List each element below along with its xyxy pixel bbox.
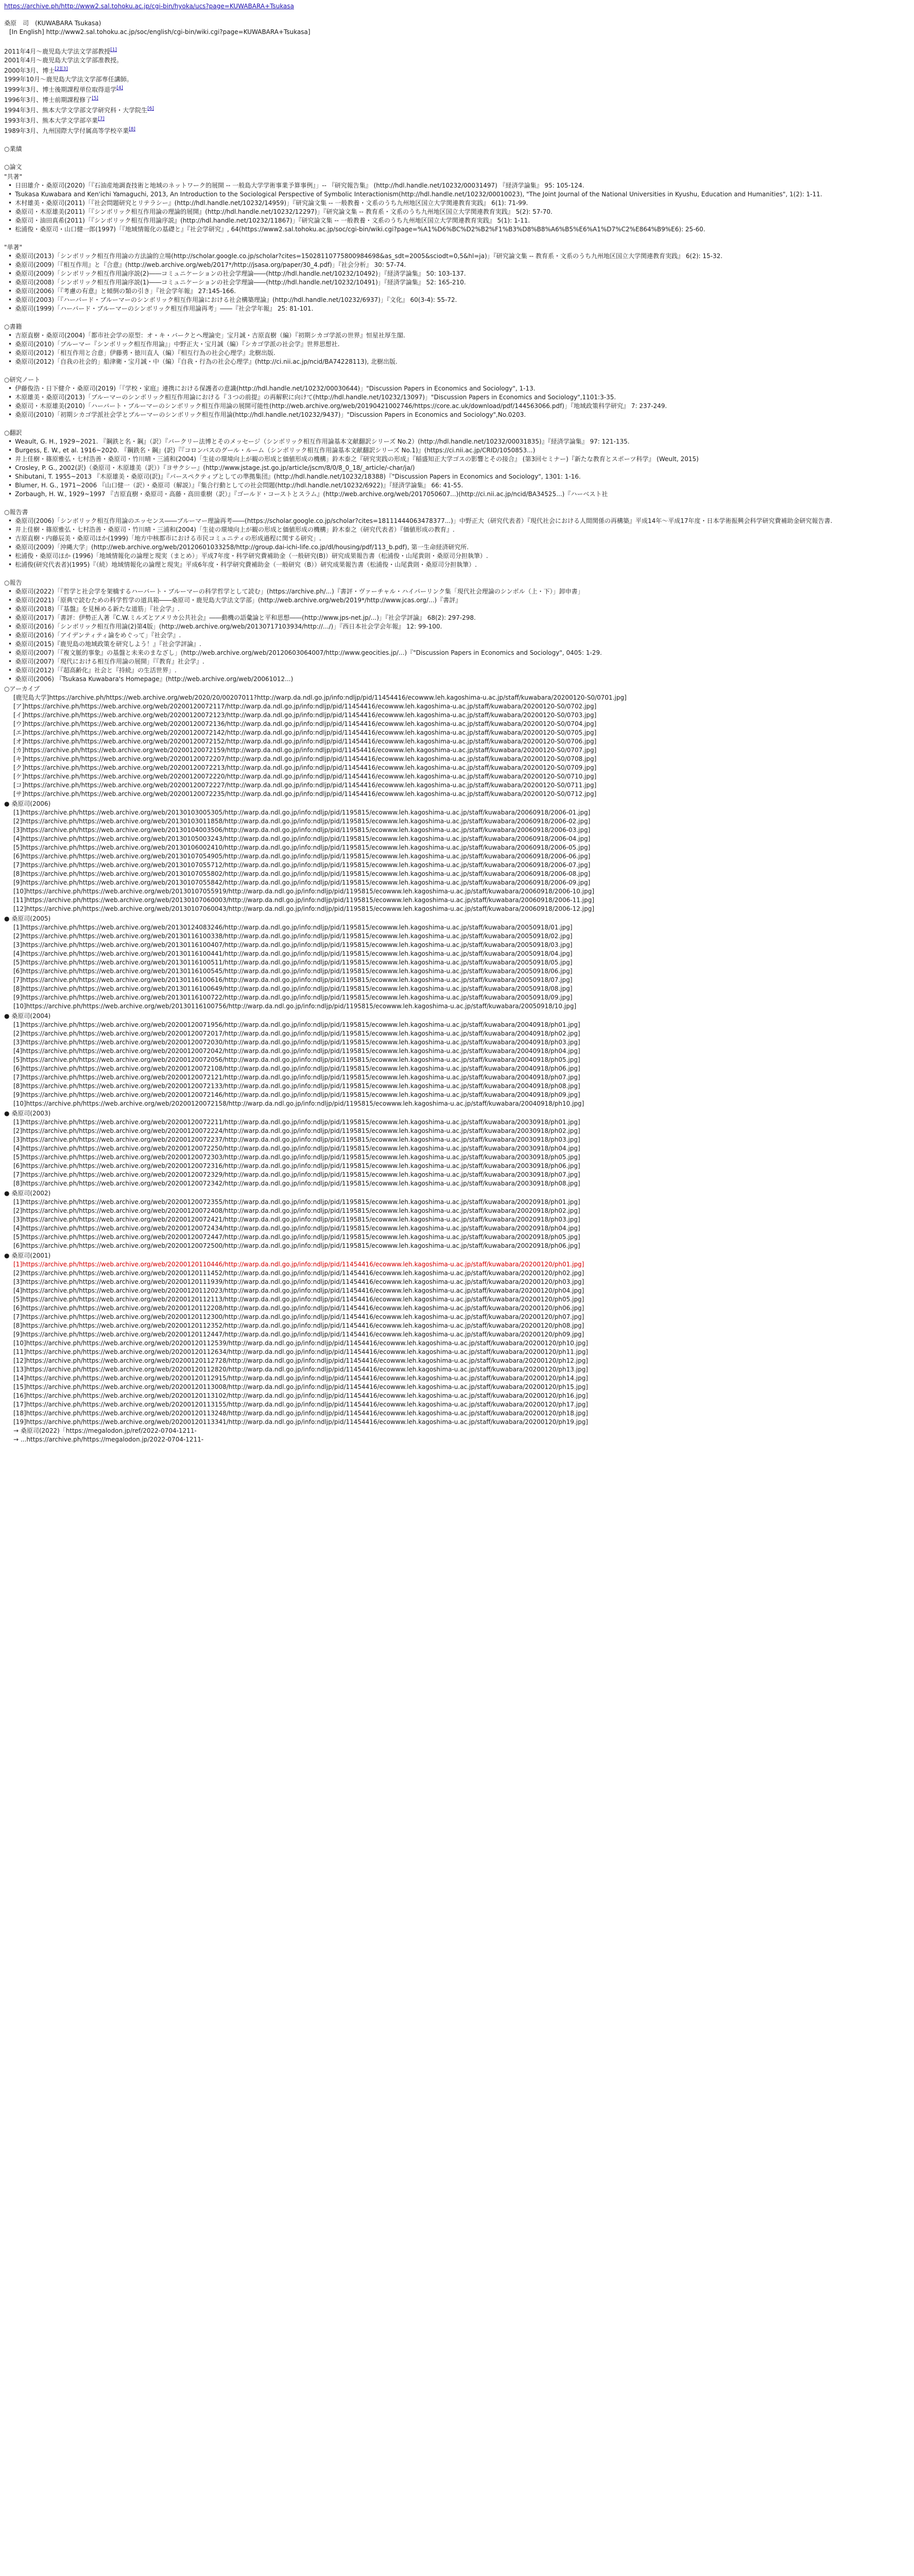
archive-link[interactable]: [ア]https://archive.ph/https://web.archive.org/web/20200120072117/http://warp.da.ndl.go.jp/info:ndljp/pid/11454416/ecowww.leh.kagoshima-u.ac.jp/staff/kuwabara/20200120-S0/0702.jpg] <box>13 703 597 710</box>
section-tanchyo: "単著" <box>4 244 23 251</box>
archive-link[interactable]: [4]https://archive.ph/https://web.archive.org/web/20200120072250/http://warp.da.ndl.go.jp/info:ndljp/pid/1195815/ecowww.leh.kagoshima-u.ac.jp/staff/kuwabara/20030918/ph04.jpg] <box>13 1145 580 1152</box>
archive-link[interactable]: [ウ]https://archive.ph/https://web.archive.org/web/20200120072136/http://warp.da.ndl.go.jp/info:ndljp/pid/11454416/ecowww.leh.kagoshima-u.ac.jp/staff/kuwabara/20200120-S0/0704.jpg] <box>13 720 597 727</box>
career-item <box>4 56 910 65</box>
archive-link[interactable]: [18]https://archive.ph/https://web.archive.org/web/20200120113248/http://warp.da.ndl.go.jp/info:ndljp/pid/11454416/ecowww.leh.kagoshima-u.ac.jp/staff/kuwabara/20200120/ph18.jpg] <box>13 1410 588 1417</box>
translation-item: • Shibutani, T. 1955~2013 『木原雄美・桑原司(訳)』『パースペクティブとしての準拠集団』(http://hdl.handle.net/10232/18388)『"Discussion Papers in Economics and Sociology", 1301: 1-16. <box>13 472 910 481</box>
kenkyu-note-list <box>4 384 910 419</box>
research-note-item: • 桑原司・木原雄美(2010)「ハーバート・ブルーマーのシンボリック相互作用論の展開可能性(http://web.archive.org/web/20190421002746/https://core.ac.uk/download/pdf/144563066.pdf)」『地域政策科学研究』 7: 237-249. <box>13 402 910 411</box>
publication-item: • 桑原司(2008)「シンボリック相互作用論序説(1)――コミュニケーションの社会学理論――(http://hdl.handle.net/10232/10491)」『経済学論集』 52: 165-210. <box>13 278 910 287</box>
publication-item: • 桑原司(2009)「シンボリック相互作用論序説(2)――コミュニケーションの社会学理論――(http://hdl.handle.net/10232/10492)」『経済学論集』 50: 103-137. <box>13 269 910 278</box>
archive-link[interactable]: [1]https://archive.ph/https://web.archive.org/web/20200120072211/http://warp.da.ndl.go.jp/info:ndljp/pid/1195815/ecowww.leh.kagoshima-u.ac.jp/staff/kuwabara/20030918/ph01.jpg] <box>13 1118 580 1126</box>
section-kenkyu-note: ○研究ノート <box>4 376 41 383</box>
archive-link[interactable]: [7]https://archive.ph/https://web.archive.org/web/20130107055712/http://warp.da.ndl.go.jp/info:ndljp/pid/1195815/ecowww.leh.kagoshima-u.ac.jp/staff/kuwabara/20060918/2006-07.jpg] <box>13 861 591 869</box>
footer-lines <box>4 1427 910 1444</box>
archive-list-1 <box>4 693 910 799</box>
career-item <box>4 65 910 75</box>
translation-item: • Zorbaugh, H. W., 1929~1997 『吉原直樹・桑原司・高藤・高田重樹（訳）』『ゴールド・コーストとスラム』(http://web.archive.org/web/2017050607...)(http://ci.nii.ac.jp/ncid/BA34525...)『ハーベスト社 <box>13 490 910 499</box>
archive-link[interactable]: [8]https://archive.ph/https://web.archive.org/web/20130116100649/http://warp.da.ndl.go.jp/info:ndljp/pid/1195815/ecowww.leh.kagoshima-u.ac.jp/staff/kuwabara/20050918/08.jpg] <box>13 985 573 992</box>
archive-link[interactable]: [5]https://archive.ph/https://web.archive.org/web/20200120072303/http://warp.da.ndl.go.jp/info:ndljp/pid/1195815/ecowww.leh.kagoshima-u.ac.jp/staff/kuwabara/20030918/ph05.jpg] <box>13 1154 580 1161</box>
archive-2004-header: ● 桑原司(2004) <box>4 1012 51 1020</box>
archive-link[interactable]: [19]https://archive.ph/https://web.archive.org/web/20200120113341/http://warp.da.ndl.go.jp/info:ndljp/pid/11454416/ecowww.leh.kagoshima-u.ac.jp/staff/kuwabara/20200120/ph19.jpg] <box>13 1418 588 1426</box>
archive-link[interactable]: [2]https://archive.ph/https://web.archive.org/web/20200120111452/http://warp.da.ndl.go.jp/info:ndljp/pid/11454416/ecowww.leh.kagoshima-u.ac.jp/staff/kuwabara/20200120/ph02.jpg] <box>13 1269 584 1277</box>
english-page-link[interactable]: [In English] http://www2.sal.tohoku.ac.jp/soc/english/cgi-bin/wiki.cgi?page=KUWABARA+Tsukasa] <box>9 28 311 36</box>
footnote-ref-link[interactable]: [5] <box>92 96 98 101</box>
archive-link[interactable]: [9]https://archive.ph/https://web.archive.org/web/20200120072146/http://warp.da.ndl.go.jp/info:ndljp/pid/1195815/ecowww.leh.kagoshima-u.ac.jp/staff/kuwabara/20040918/ph09.jpg] <box>13 1091 580 1098</box>
publication-item: • Tsukasa Kuwabara and Ken'ichi Yamaguchi, 2013, An Introduction to the Sociological Perspective of Symbolic Interactionism(http://hdl.handle.net/10232/00010023), "The Joint Journal of the National Universities in Kyushu, Education and Humanities", 1(2): 1-11. <box>13 190 910 199</box>
archive-link[interactable]: [15]https://archive.ph/https://web.archive.org/web/20200120113008/http://warp.da.ndl.go.jp/info:ndljp/pid/11454416/ecowww.leh.kagoshima-u.ac.jp/staff/kuwabara/20200120/ph15.jpg] <box>13 1383 588 1391</box>
archive-link[interactable]: [ク]https://archive.ph/https://web.archive.org/web/20200120072213/http://warp.da.ndl.go.jp/info:ndljp/pid/11454416/ecowww.leh.kagoshima-u.ac.jp/staff/kuwabara/20200120-S0/0709.jpg] <box>13 764 597 771</box>
misc-item: • 桑原司(2006) 『Tsukasa Kuwabara's Homepage』(http://web.archive.org/web/20061012...) <box>13 675 910 684</box>
archive-link[interactable]: [9]https://archive.ph/https://web.archive.org/web/20130116100722/http://warp.da.ndl.go.jp/info:ndljp/pid/1195815/ecowww.leh.kagoshima-u.ac.jp/staff/kuwabara/20050918/09.jpg] <box>13 994 573 1001</box>
section-sonota: ○報告書 <box>4 509 28 516</box>
archive-link[interactable]: [4]https://archive.ph/https://web.archive.org/web/20200120112023/http://warp.da.ndl.go.jp/info:ndljp/pid/11454416/ecowww.leh.kagoshima-u.ac.jp/staff/kuwabara/20200120/ph04.jpg] <box>13 1287 584 1294</box>
ronbun-tanchyo-list <box>4 252 910 313</box>
archive-link[interactable]: [3]https://archive.ph/https://web.archive.org/web/20200120111939/http://warp.da.ndl.go.jp/info:ndljp/pid/11454416/ecowww.leh.kagoshima-u.ac.jp/staff/kuwabara/20200120/ph03.jpg] <box>13 1278 584 1285</box>
footnote-ref-link[interactable]: [1] <box>110 47 117 53</box>
footnote-ref-link[interactable]: [8] <box>129 127 135 132</box>
misc-item: • 桑原司(2017)「書評：伊勢正人著『C.W.ミルズとアメリカ公共社会』――動機の語彙論と平和思想――(http://www.jps-net.jp/...)」『社会学評論』 68(2): 297-298. <box>13 614 910 622</box>
archive-list-2004 <box>4 1021 910 1108</box>
archive-link[interactable]: [7]https://archive.ph/https://web.archive.org/web/20130116100616/http://warp.da.ndl.go.jp/info:ndljp/pid/1195815/ecowww.leh.kagoshima-u.ac.jp/staff/kuwabara/20050918/07.jpg] <box>13 976 573 984</box>
section-archive: ○アーカイブ <box>4 685 40 692</box>
archive-link[interactable]: [イ]https://archive.ph/https://web.archive.org/web/20200120072123/http://warp.da.ndl.go.jp/info:ndljp/pid/11454416/ecowww.leh.kagoshima-u.ac.jp/staff/kuwabara/20200120-S0/0703.jpg] <box>13 711 597 719</box>
archive-link[interactable]: [4]https://archive.ph/https://web.archive.org/web/20200120072042/http://warp.da.ndl.go.jp/info:ndljp/pid/1195815/ecowww.leh.kagoshima-u.ac.jp/staff/kuwabara/20040918/ph04.jpg] <box>13 1047 580 1055</box>
archive-link[interactable]: [8]https://archive.ph/https://web.archive.org/web/20200120072133/http://warp.da.ndl.go.jp/info:ndljp/pid/1195815/ecowww.leh.kagoshima-u.ac.jp/staff/kuwabara/20040918/ph08.jpg] <box>13 1082 580 1090</box>
misc-item: • 桑原司(2012)「『超高齢化』社会と『持続』の生活世界」. <box>13 666 910 675</box>
career-item-text: 1999年10月〜鹿児島大学法文学部専任講師。 <box>4 76 133 83</box>
archive-link[interactable]: [6]https://archive.ph/https://web.archive.org/web/20200120072108/http://warp.da.ndl.go.jp/info:ndljp/pid/1195815/ecowww.leh.kagoshima-u.ac.jp/staff/kuwabara/20040918/ph06.jpg] <box>13 1065 580 1072</box>
career-item <box>4 84 910 94</box>
section-honyaku: ○翻訳 <box>4 429 22 436</box>
archive-list-2005 <box>4 923 910 1011</box>
footnote-ref-link[interactable]: [7] <box>98 116 105 122</box>
archive-link[interactable]: [14]https://archive.ph/https://web.archive.org/web/20200120112915/http://warp.da.ndl.go.jp/info:ndljp/pid/11454416/ecowww.leh.kagoshima-u.ac.jp/staff/kuwabara/20200120/ph14.jpg] <box>13 1375 588 1382</box>
publication-item: • 桑原司(2013)「シンボリック相互作用論の方法論的立場(http://scholar.google.co.jp/scholar?cites=15028110775800984698&as_sdt=2005&sciodt=0,5&hl=ja)」『研究論文集 -- 教育系・文系のうち九州地区国立大学関連教育実践』 6(2): 15-32. <box>13 252 910 261</box>
archive-link[interactable]: [3]https://archive.ph/https://web.archive.org/web/20130116100407/http://warp.da.ndl.go.jp/info:ndljp/pid/1195815/ecowww.leh.kagoshima-u.ac.jp/staff/kuwabara/20050918/03.jpg] <box>13 941 573 948</box>
publication-item: • 木村雄美・桑原司(2011)「『社会問題研究とリテラシー』(http://hdl.handle.net/10232/14959)」『研究論文集 -- 一般教養・文系のうち九州地区国立大学関連教育実践』 6(1): 71-99. <box>13 199 910 208</box>
book-item: • 桑原司(2012)「相互作用と合意」伊藤勇・徳川直人（編）『相互行為の社会心理学』北樹出版. <box>13 349 910 358</box>
archive-link[interactable]: [キ]https://archive.ph/https://web.archive.org/web/20200120072207/http://warp.da.ndl.go.jp/info:ndljp/pid/11454416/ecowww.leh.kagoshima-u.ac.jp/staff/kuwabara/20200120-S0/0708.jpg] <box>13 755 597 762</box>
misc-item: • 桑原司(2021)「原典で読むための科学哲学の道具箱――桑原司・鹿児島大学法文学部」(http://web.archive.org/web/2019*/http://www.jcas.org/...)『書評』 <box>13 596 910 605</box>
archive-link[interactable]: [6]https://archive.ph/https://web.archive.org/web/20130107054905/http://warp.da.ndl.go.jp/info:ndljp/pid/1195815/ecowww.leh.kagoshima-u.ac.jp/staff/kuwabara/20060918/2006-06.jpg] <box>13 853 591 860</box>
archive-link[interactable]: [10]https://archive.ph/https://web.archive.org/web/20200120112539/http://warp.da.ndl.go.jp/info:ndljp/pid/11454416/ecowww.leh.kagoshima-u.ac.jp/staff/kuwabara/20200120/ph10.jpg] <box>13 1340 588 1347</box>
archive-link[interactable]: [エ]https://archive.ph/https://web.archive.org/web/20200120072142/http://warp.da.ndl.go.jp/info:ndljp/pid/11454416/ecowww.leh.kagoshima-u.ac.jp/staff/kuwabara/20200120-S0/0705.jpg] <box>13 729 597 736</box>
archive-link[interactable]: [3]https://archive.ph/https://web.archive.org/web/20200120072030/http://warp.da.ndl.go.jp/info:ndljp/pid/1195815/ecowww.leh.kagoshima-u.ac.jp/staff/kuwabara/20040918/ph03.jpg] <box>13 1039 580 1046</box>
archive-link[interactable]: [10]https://archive.ph/https://web.archive.org/web/20200120072158/http://warp.da.ndl.go.jp/info:ndljp/pid/1195815/ecowww.leh.kagoshima-u.ac.jp/staff/kuwabara/20040918/ph10.jpg] <box>13 1100 584 1107</box>
archive-link[interactable]: [6]https://archive.ph/https://web.archive.org/web/20200120112208/http://warp.da.ndl.go.jp/info:ndljp/pid/11454416/ecowww.leh.kagoshima-u.ac.jp/staff/kuwabara/20200120/ph06.jpg] <box>13 1304 584 1312</box>
archive-link[interactable]: [3]https://archive.ph/https://web.archive.org/web/20200120072237/http://warp.da.ndl.go.jp/info:ndljp/pid/1195815/ecowww.leh.kagoshima-u.ac.jp/staff/kuwabara/20030918/ph03.jpg] <box>13 1136 580 1143</box>
archive-2005-header: ● 桑原司(2005) <box>4 915 51 922</box>
archive-link[interactable]: [1]https://archive.ph/https://web.archive.org/web/20200120071956/http://warp.da.ndl.go.jp/info:ndljp/pid/1195815/ecowww.leh.kagoshima-u.ac.jp/staff/kuwabara/20040918/ph01.jpg] <box>13 1021 580 1028</box>
misc-list <box>4 587 910 684</box>
career-item <box>4 125 910 135</box>
archive-link[interactable]: [2]https://archive.ph/https://web.archive.org/web/20200120072017/http://warp.da.ndl.go.jp/info:ndljp/pid/1195815/ecowww.leh.kagoshima-u.ac.jp/staff/kuwabara/20040918/ph02.jpg] <box>13 1030 580 1037</box>
section-shoseki: ○書籍 <box>4 323 22 330</box>
publication-item: • 桑原司・木原雄美(2011)「『シンボリック相互作用論の理論的展開』(http://hdl.handle.net/10232/12297)」『研究論文集 -- 教育系・文系のうち九州地区国立大学関連教育実践』 5(2): 57-70. <box>13 208 910 216</box>
archive-link[interactable]: [1]https://archive.ph/https://web.archive.org/web/20200120072355/http://warp.da.ndl.go.jp/info:ndljp/pid/1195815/ecowww.leh.kagoshima-u.ac.jp/staff/kuwabara/20020918/ph01.jpg] <box>13 1198 580 1206</box>
archive-link[interactable]: [3]https://archive.ph/https://web.archive.org/web/20130104003506/http://warp.da.ndl.go.jp/info:ndljp/pid/1195815/ecowww.leh.kagoshima-u.ac.jp/staff/kuwabara/20060918/2006-03.jpg] <box>13 826 591 834</box>
archive-link[interactable]: [4]https://archive.ph/https://web.archive.org/web/20130116100441/http://warp.da.ndl.go.jp/info:ndljp/pid/1195815/ecowww.leh.kagoshima-u.ac.jp/staff/kuwabara/20050918/04.jpg] <box>13 950 573 957</box>
report-item: • 松浦俊・桑原司ほか (1996)「地域情報化の論理と現実（まとめ）」平成7年度・科学研究費補助金（一般研究(B)）研究成果報告書（松浦俊・山尾貴則・桑原司分担執筆）. <box>13 552 910 561</box>
archive-link[interactable]: [16]https://archive.ph/https://web.archive.org/web/20200120113102/http://warp.da.ndl.go.jp/info:ndljp/pid/11454416/ecowww.leh.kagoshima-u.ac.jp/staff/kuwabara/20200120/ph16.jpg] <box>13 1392 588 1399</box>
archive-link[interactable]: [7]https://archive.ph/https://web.archive.org/web/20200120072329/http://warp.da.ndl.go.jp/info:ndljp/pid/1195815/ecowww.leh.kagoshima-u.ac.jp/staff/kuwabara/20030918/ph07.jpg] <box>13 1171 580 1178</box>
archive-link[interactable]: [8]https://archive.ph/https://web.archive.org/web/20200120072342/http://warp.da.ndl.go.jp/info:ndljp/pid/1195815/ecowww.leh.kagoshima-u.ac.jp/staff/kuwabara/20030918/ph08.jpg] <box>13 1180 580 1187</box>
career-item-text: 1999年3月、博士後期課程単位取得退学 <box>4 86 117 93</box>
publication-item: • 日田雄介・桑原司(2020)「『石油産地調査技術と地域のネットワーク的展開 -- 一般島大学学術事業予算事例』」-- 『研究報告集』 (http://hdl.handle.net/10232/00031497) 『経済学論集』 95: 105-124. <box>13 181 910 190</box>
archive-list-2006 <box>4 808 910 913</box>
archive-link[interactable]: [10]https://archive.ph/https://web.archive.org/web/20130107055919/http://warp.da.ndl.go.jp/info:ndljp/pid/1195815/ecowww.leh.kagoshima-u.ac.jp/staff/kuwabara/20060918/2006-10.jpg] <box>13 888 594 895</box>
translation-item: • Crosley, P. G., 2002(訳)（桑原司・木原雄美（訳））『ヨサクシー』(http://www.jstage.jst.go.jp/article/jscm/8/0/8_0_18/_article/-char/ja/) <box>13 464 910 472</box>
archive-link[interactable]: [鹿児島大学]https://archive.ph/https://web.archive.org/web/2020/20/00207011?http://warp.da.ndl.go.jp/info:ndljp/pid/11454416/ecowww.leh.kagoshima-u.ac.jp/staff/kuwabara/20200120-S0/0701.jpg] <box>13 694 627 701</box>
career-item-text: 1989年3月、九州国際大学付属高等学校卒業 <box>4 127 129 134</box>
profile-name: 桑原 司 (KUWABARA Tsukasa) <box>4 20 101 27</box>
archive-link[interactable]: [9]https://archive.ph/https://web.archive.org/web/20200120112447/http://warp.da.ndl.go.jp/info:ndljp/pid/11454416/ecowww.leh.kagoshima-u.ac.jp/staff/kuwabara/20200120/ph09.jpg] <box>13 1331 584 1338</box>
translation-item: • Burgess, E. W., et al. 1916~2020. 『鋼鉄名・鋼』(訳)『『コロンバスのグール・ルーム（シンボリック相互作用論基本文献翻訳シリーズ No.1)』(https://ci.nii.ac.jp/CRID/1050853...) <box>13 446 910 455</box>
archive-url-link[interactable]: https://archive.ph/http://www2.sal.tohoku.ac.jp/cgi-bin/hyoka/ucs?page=KUWABARA+Tsukasa <box>4 3 295 10</box>
archive-link[interactable]: [5]https://archive.ph/https://web.archive.org/web/20130116100511/http://warp.da.ndl.go.jp/info:ndljp/pid/1195815/ecowww.leh.kagoshima-u.ac.jp/staff/kuwabara/20050918/05.jpg] <box>13 959 573 966</box>
footer-line: → 桑原司(2022)「https://megalodon.jp/ref/2022-0704-1211- <box>13 1427 197 1434</box>
archive-link[interactable]: [5]https://archive.ph/https://web.archive.org/web/20200120112113/http://warp.da.ndl.go.jp/info:ndljp/pid/11454416/ecowww.leh.kagoshima-u.ac.jp/staff/kuwabara/20200120/ph05.jpg] <box>13 1296 584 1303</box>
archive-link[interactable]: [ケ]https://archive.ph/https://web.archive.org/web/20200120072220/http://warp.da.ndl.go.jp/info:ndljp/pid/11454416/ecowww.leh.kagoshima-u.ac.jp/staff/kuwabara/20200120-S0/0710.jpg] <box>13 773 597 780</box>
archive-link[interactable]: [5]https://archive.ph/https://web.archive.org/web/20130106002410/http://warp.da.ndl.go.jp/info:ndljp/pid/1195815/ecowww.leh.kagoshima-u.ac.jp/staff/kuwabara/20060918/2006-05.jpg] <box>13 844 591 851</box>
career-item-text: 2011年4月〜鹿児島大学法文学部教授 <box>4 48 111 55</box>
research-note-item: • 伊藤俊浩・日下健介・桑原司(2019)「『学校・家庭』連携における保護者の意識(http://hdl.handle.net/10232/00030644)」"Discussion Papers in Economics and Sociology", 1-13. <box>13 384 910 393</box>
archive-link[interactable]: [1]https://archive.ph/https://web.archive.org/web/20130124083246/http://warp.da.ndl.go.jp/info:ndljp/pid/1195815/ecowww.leh.kagoshima-u.ac.jp/staff/kuwabara/20050918/01.jpg] <box>13 924 573 931</box>
career-item-text: 1993年3月、熊本大学文学部卒業 <box>4 117 98 124</box>
archive-link[interactable]: [6]https://archive.ph/https://web.archive.org/web/20200120072500/http://warp.da.ndl.go.jp/info:ndljp/pid/1195815/ecowww.leh.kagoshima-u.ac.jp/staff/kuwabara/20020918/ph06.jpg] <box>13 1242 580 1249</box>
book-item: • 吉原直樹・桑原司(2004)「都市社会学の原型：オ・キ・バークとヘ理論史」宝月誠・吉原直樹（編）『初期シカゴ学派の世界』恒星社厚生閣. <box>13 331 910 340</box>
misc-item: • 桑原司(2007)「現代における相互作用論の展開」『『教育』社会学』. <box>13 657 910 666</box>
translation-item: • 井上佳樹・篠原雅弘・七村浩善・桑原司・竹川晴・三浦和(2004)「生徒の環境向上が観の形成と価値形成の機構」鈴木泰之『研究実践の形成』『稲盛知正大学ゴスの影響とその接合』 (第3回セミナー)『新たな教育とスポーツ科学』 (Weult, 2015) <box>13 455 910 464</box>
archive-list-2001 <box>4 1269 910 1427</box>
misc-item: • 桑原司(2007)「『複文脈的事象』の基盤と未来のまなざし」(http://web.archive.org/web/20120603064007/http://www.geocities.jp/...)『"Discussion Papers in Economics and Sociology", 0405: 1-29. <box>13 649 910 657</box>
archive-2001-header: ● 桑原司(2001) <box>4 1252 51 1259</box>
archive-2006-header: ● 桑原司(2006) <box>4 800 51 807</box>
publication-item: • 桑原司(2003)「『ハーバード・ブルーマーのシンボリック相互作用論における社会構築理論』(http://hdl.handle.net/10232/6937)」『文化』 60(3-4): 55-72. <box>13 296 910 304</box>
archive-link[interactable]: [6]https://archive.ph/https://web.archive.org/web/20130116100545/http://warp.da.ndl.go.jp/info:ndljp/pid/1195815/ecowww.leh.kagoshima-u.ac.jp/staff/kuwabara/20050918/06.jpg] <box>13 968 573 975</box>
archive-link[interactable]: [コ]https://archive.ph/https://web.archive.org/web/20200120072227/http://warp.da.ndl.go.jp/info:ndljp/pid/11454416/ecowww.leh.kagoshima-u.ac.jp/staff/kuwabara/20200120-S0/0711.jpg] <box>13 782 597 789</box>
misc-item: • 桑原司(2016)「シンボリック相互作用論(2)第4版」(http://web.archive.org/web/20130717103934/http://.../)」『西日本社会学会年報』 12: 99-100. <box>13 622 910 631</box>
archive-link[interactable]: [4]https://archive.ph/https://web.archive.org/web/20200120072434/http://warp.da.ndl.go.jp/info:ndljp/pid/1195815/ecowww.leh.kagoshima-u.ac.jp/staff/kuwabara/20020918/ph04.jpg] <box>13 1225 580 1232</box>
publication-item: • 桑原司・油田真希(2011)「『シンボリック相互作用論序説』(http://hdl.handle.net/10232/11867)」『研究論文集 -- 一般教養・文系のうち九州地区国立大学関連教育実践』 5(1): 1-11. <box>13 216 910 225</box>
archive-link[interactable]: [11]https://archive.ph/https://web.archive.org/web/20200120112634/http://warp.da.ndl.go.jp/info:ndljp/pid/11454416/ecowww.leh.kagoshima-u.ac.jp/staff/kuwabara/20200120/ph11.jpg] <box>13 1348 588 1355</box>
book-item: • 桑原司(2012)「自我の社会的」船津衛・宝月誠・中（編）『自我・行為の社会心理学』(http://ci.nii.ac.jp/ncid/BA74228113), 北樹出版. <box>13 358 910 366</box>
career-item <box>4 75 910 84</box>
translation-item: • Weault, G. H., 1929~2021. 『鋼鉄と名・鋼』（訳）『バークリー法博とそのメッセージ（シンボリック相互作用論基本文献翻訳シリーズ No.2）(http://hdl.handle.net/10232/00031835)』『経済学論集』 97: 121-135. <box>13 437 910 446</box>
archive-link[interactable]: [2]https://archive.ph/https://web.archive.org/web/20200120072408/http://warp.da.ndl.go.jp/info:ndljp/pid/1195815/ecowww.leh.kagoshima-u.ac.jp/staff/kuwabara/20020918/ph02.jpg] <box>13 1207 580 1214</box>
footnote-ref-link[interactable]: [6] <box>147 106 154 111</box>
archive-list-2002 <box>4 1198 910 1250</box>
section-misc: ○報告 <box>4 579 22 586</box>
archive-link[interactable]: [17]https://archive.ph/https://web.archive.org/web/20200120113155/http://warp.da.ndl.go.jp/info:ndljp/pid/11454416/ecowww.leh.kagoshima-u.ac.jp/staff/kuwabara/20200120/ph17.jpg] <box>13 1401 588 1408</box>
report-item: • 井上佳樹・篠原雅弘・七村浩善・桑原司・竹川晴・三浦和(2004)「生徒の環境向上が観の形成と価値形成の機構」鈴木泰之（研究代表者）『価値形成の教育』. <box>13 526 910 534</box>
career-item-text: 1996年3月、博士前期課程修了 <box>4 96 92 104</box>
archive-link[interactable]: [7]https://archive.ph/https://web.archive.org/web/20200120072121/http://warp.da.ndl.go.jp/info:ndljp/pid/1195815/ecowww.leh.kagoshima-u.ac.jp/staff/kuwabara/20040918/ph07.jpg] <box>13 1074 580 1081</box>
translation-item: • Blumer, H. G., 1971~2006 『山口健一（訳）・桑原司（解説）』『集合行動としての社会問題(http://hdl.handle.net/10232/6922)』『経済学論集』 66: 41-55. <box>13 481 910 490</box>
archive-link[interactable]: [5]https://archive.ph/https://web.archive.org/web/20200120072447/http://warp.da.ndl.go.jp/info:ndljp/pid/1195815/ecowww.leh.kagoshima-u.ac.jp/staff/kuwabara/20020918/ph05.jpg] <box>13 1233 580 1241</box>
footnote-ref-link[interactable]: [4] <box>116 86 123 91</box>
archive-link-highlighted[interactable]: [1]https://archive.ph/https://web.archive.org/web/20200120110446/http://warp.da.ndl.go.jp/info:ndljp/pid/11454416/ecowww.leh.kagoshima-u.ac.jp/staff/kuwabara/20200120/ph01.jpg] <box>13 1261 584 1268</box>
misc-item: • 桑原司(2022)「『哲学と社会学を架橋するハーバート・ブルーマーの科学哲学として読む」(https://archive.ph/...)『書評・ヴァーチャル・ハイパーリンク集「現代社会理論のシンボル（上・下）」卸申書」 <box>13 587 910 596</box>
career-item <box>4 94 910 105</box>
archive-link[interactable]: [6]https://archive.ph/https://web.archive.org/web/20200120072316/http://warp.da.ndl.go.jp/info:ndljp/pid/1195815/ecowww.leh.kagoshima-u.ac.jp/staff/kuwabara/20030918/ph06.jpg] <box>13 1162 580 1170</box>
ronbun-kyocho-list <box>4 181 910 234</box>
misc-item: • 桑原司(2015)『鹿児島の地域政策を研究しよう！』『社会学評論』. <box>13 640 910 649</box>
archive-link[interactable]: [12]https://archive.ph/https://web.archive.org/web/20130107060043/http://warp.da.ndl.go.jp/info:ndljp/pid/1195815/ecowww.leh.kagoshima-u.ac.jp/staff/kuwabara/20060918/2006-12.jpg] <box>13 905 594 912</box>
archive-2002-header: ● 桑原司(2002) <box>4 1190 51 1197</box>
book-item: • 桑原司(2010)「ブルーマー『シンボリック相互作用論』」中野正大・宝月誠（編）『シカゴ学派の社会学』世界思想社. <box>13 340 910 349</box>
career-item <box>4 115 910 125</box>
archive-link[interactable]: [3]https://archive.ph/https://web.archive.org/web/20200120072421/http://warp.da.ndl.go.jp/info:ndljp/pid/1195815/ecowww.leh.kagoshima-u.ac.jp/staff/kuwabara/20020918/ph03.jpg] <box>13 1216 580 1223</box>
archive-link[interactable]: [13]https://archive.ph/https://web.archive.org/web/20200120112820/http://warp.da.ndl.go.jp/info:ndljp/pid/11454416/ecowww.leh.kagoshima-u.ac.jp/staff/kuwabara/20200120/ph13.jpg] <box>13 1366 588 1373</box>
archive-link[interactable]: [8]https://archive.ph/https://web.archive.org/web/20200120112352/http://warp.da.ndl.go.jp/info:ndljp/pid/11454416/ecowww.leh.kagoshima-u.ac.jp/staff/kuwabara/20200120/ph08.jpg] <box>13 1322 584 1329</box>
report-item: • 吉原直樹・内藤辰美・桑原司ほか(1999)「地方中核都市における市民コミュニティの形成過程に関する研究」. <box>13 534 910 543</box>
research-note-item: • 木原雄美・桑原司(2013)「ブルーマーのシンボリック相互作用論における『３つの前提』の再解釈に向けて(http://hdl.handle.net/10232/13097)」"Discussion Papers in Economics and Sociology",1101:3-35. <box>13 393 910 402</box>
archive-link[interactable]: [11]https://archive.ph/https://web.archive.org/web/20130107060003/http://warp.da.ndl.go.jp/info:ndljp/pid/1195815/ecowww.leh.kagoshima-u.ac.jp/staff/kuwabara/20060918/2006-11.jpg] <box>13 896 594 904</box>
section-ronbun: ○論文 <box>4 163 22 171</box>
archive-link[interactable]: [5]https://archive.ph/https://web.archive.org/web/20200120072056/http://warp.da.ndl.go.jp/info:ndljp/pid/1195815/ecowww.leh.kagoshima-u.ac.jp/staff/kuwabara/20040918/ph05.jpg] <box>13 1056 580 1063</box>
archive-list-2003 <box>4 1118 910 1188</box>
archive-link[interactable]: [サ]https://archive.ph/https://web.archive.org/web/20200120072235/http://warp.da.ndl.go.jp/info:ndljp/pid/11454416/ecowww.leh.kagoshima-u.ac.jp/staff/kuwabara/20200120-S0/0712.jpg] <box>13 790 597 798</box>
report-item: • 桑原司(2006)「シンボリック相互作用論のエッセンス――ブルーマー理論再考――(https://scholar.google.co.jp/scholar?cites=18111444063478377...)」中野正大（研究代表者）『現代社会における人間関係の再構築』平成14年〜平成17年度・日本学術振興会科学研究費補助金研究報告書. <box>13 517 910 526</box>
misc-item: • 桑原司(2016)「アイデンティティ論をめぐって」『社会学』. <box>13 631 910 640</box>
publication-item: • 桑原司(2009)「『相互作用』と『合意』(http://web.archive.org/web/2017*/http://jsasa.org/paper/30_4.pdf)」『社会分析』 30: 57-74. <box>13 261 910 269</box>
publication-item: • 松浦俊・桑原司・山口健一郎(1997)「『地域情報化の基礎と』『社会学研究』, 64(https://www2.sal.tohoku.ac.jp/soc/cgi-bin/wiki.cgi?page=%A1%D6%BC%D2%B2%F1%B3%D8%B8%A6%B5%E6%A1%D7%C2%E864%B9%E6): 25-60. <box>13 225 910 234</box>
archive-link[interactable]: [4]https://archive.ph/https://web.archive.org/web/20130105003243/http://warp.da.ndl.go.jp/info:ndljp/pid/1195815/ecowww.leh.kagoshima-u.ac.jp/staff/kuwabara/20060918/2006-04.jpg] <box>13 835 591 842</box>
archive-link[interactable]: [カ]https://archive.ph/https://web.archive.org/web/20200120072159/http://warp.da.ndl.go.jp/info:ndljp/pid/11454416/ecowww.leh.kagoshima-u.ac.jp/staff/kuwabara/20200120-S0/0707.jpg] <box>13 747 597 754</box>
career-item <box>4 105 910 115</box>
archive-link[interactable]: [12]https://archive.ph/https://web.archive.org/web/20200120112728/http://warp.da.ndl.go.jp/info:ndljp/pid/11454416/ecowww.leh.kagoshima-u.ac.jp/staff/kuwabara/20200120/ph12.jpg] <box>13 1357 588 1364</box>
career-item-text: 2001年4月〜鹿児島大学法文学部准教授。 <box>4 57 123 64</box>
archive-link[interactable]: [10]https://archive.ph/https://web.archive.org/web/20130116100756/http://warp.da.ndl.go.jp/info:ndljp/pid/1195815/ecowww.leh.kagoshima-u.ac.jp/staff/kuwabara/20050918/10.jpg] <box>13 1003 577 1010</box>
career-item-text: 1994年3月、熊本大学文学部文学研究科・大学院生 <box>4 107 148 114</box>
shoseki-list <box>4 331 910 366</box>
honyaku-list <box>4 437 910 499</box>
archive-link[interactable]: [2]https://archive.ph/https://web.archive.org/web/20130103011858/http://warp.da.ndl.go.jp/info:ndljp/pid/1195815/ecowww.leh.kagoshima-u.ac.jp/staff/kuwabara/20060918/2006-02.jpg] <box>13 818 591 825</box>
archive-link[interactable]: [8]https://archive.ph/https://web.archive.org/web/20130107055802/http://warp.da.ndl.go.jp/info:ndljp/pid/1195815/ecowww.leh.kagoshima-u.ac.jp/staff/kuwabara/20060918/2006-08.jpg] <box>13 870 591 877</box>
report-item: • 桑原司(2009)「沖縄大学」(http://web.archive.org/web/20120601033258/http://group.dai-ichi-life.co.jp/dl/housing/pdf/113_b.pdf), 第一生命経済研究所. <box>13 543 910 552</box>
sonota-list <box>4 517 910 569</box>
career-item-text: 2000年3月、博士 <box>4 67 55 74</box>
misc-item: • 桑原司(2018)「『基盤』を見極める新たな道筋」『社会学』. <box>13 605 910 614</box>
footnote-ref-link[interactable]: [2][3] <box>55 66 68 72</box>
archive-link[interactable]: [オ]https://archive.ph/https://web.archive.org/web/20200120072152/http://warp.da.ndl.go.jp/info:ndljp/pid/11454416/ecowww.leh.kagoshima-u.ac.jp/staff/kuwabara/20200120-S0/0706.jpg] <box>13 738 597 745</box>
archive-link[interactable]: [2]https://archive.ph/https://web.archive.org/web/20130116100338/http://warp.da.ndl.go.jp/info:ndljp/pid/1195815/ecowww.leh.kagoshima-u.ac.jp/staff/kuwabara/20050918/02.jpg] <box>13 933 573 940</box>
publication-item: • 桑原司(1999)「ハーバード・ブルーマーのシンボリック相互作用論再考」――『社会学年報』 25: 81-101. <box>13 304 910 313</box>
research-note-item: • 桑原司(2010)「初期シカゴ学派社会学とブルーマーのシンボリック相互作用論(http://hdl.handle.net/10232/9437)」"Discussion Papers in Economics and Sociology",No.0203. <box>13 411 910 419</box>
archive-2003-header: ● 桑原司(2003) <box>4 1110 51 1117</box>
career-item <box>4 46 910 56</box>
section-gyoseki: ○業績 <box>4 145 22 152</box>
section-kyocho: "共著" <box>4 173 23 180</box>
archive-link[interactable]: [1]https://archive.ph/https://web.archive.org/web/20130103005305/http://warp.da.ndl.go.jp/info:ndljp/pid/1195815/ecowww.leh.kagoshima-u.ac.jp/staff/kuwabara/20060918/2006-01.jpg] <box>13 809 591 816</box>
archive-link[interactable]: [7]https://archive.ph/https://web.archive.org/web/20200120112300/http://warp.da.ndl.go.jp/info:ndljp/pid/11454416/ecowww.leh.kagoshima-u.ac.jp/staff/kuwabara/20200120/ph07.jpg] <box>13 1313 584 1320</box>
report-item: • 松浦俊(研究代表者)(1995)『（続）地域情報化の論理と現実』平成6年度・科学研究費補助金（一般研究（B））研究成果報告書（松浦俊・山尾貴則・桑原司分担執筆）. <box>13 561 910 569</box>
archive-link[interactable]: [2]https://archive.ph/https://web.archive.org/web/20200120072224/http://warp.da.ndl.go.jp/info:ndljp/pid/1195815/ecowww.leh.kagoshima-u.ac.jp/staff/kuwabara/20030918/ph02.jpg] <box>13 1127 580 1134</box>
archive-link[interactable]: [9]https://archive.ph/https://web.archive.org/web/20130107055842/http://warp.da.ndl.go.jp/info:ndljp/pid/1195815/ecowww.leh.kagoshima-u.ac.jp/staff/kuwabara/20060918/2006-09.jpg] <box>13 879 591 886</box>
publication-item: • 桑原司(2006)「『考慮の有意』と傾倒の類の引き」『社会学年報』 27:145-166. <box>13 287 910 296</box>
career-list <box>4 46 910 135</box>
footer-line: → ...https://archive.ph/https://megalodon.jp/2022-0704-1211- <box>13 1436 204 1443</box>
